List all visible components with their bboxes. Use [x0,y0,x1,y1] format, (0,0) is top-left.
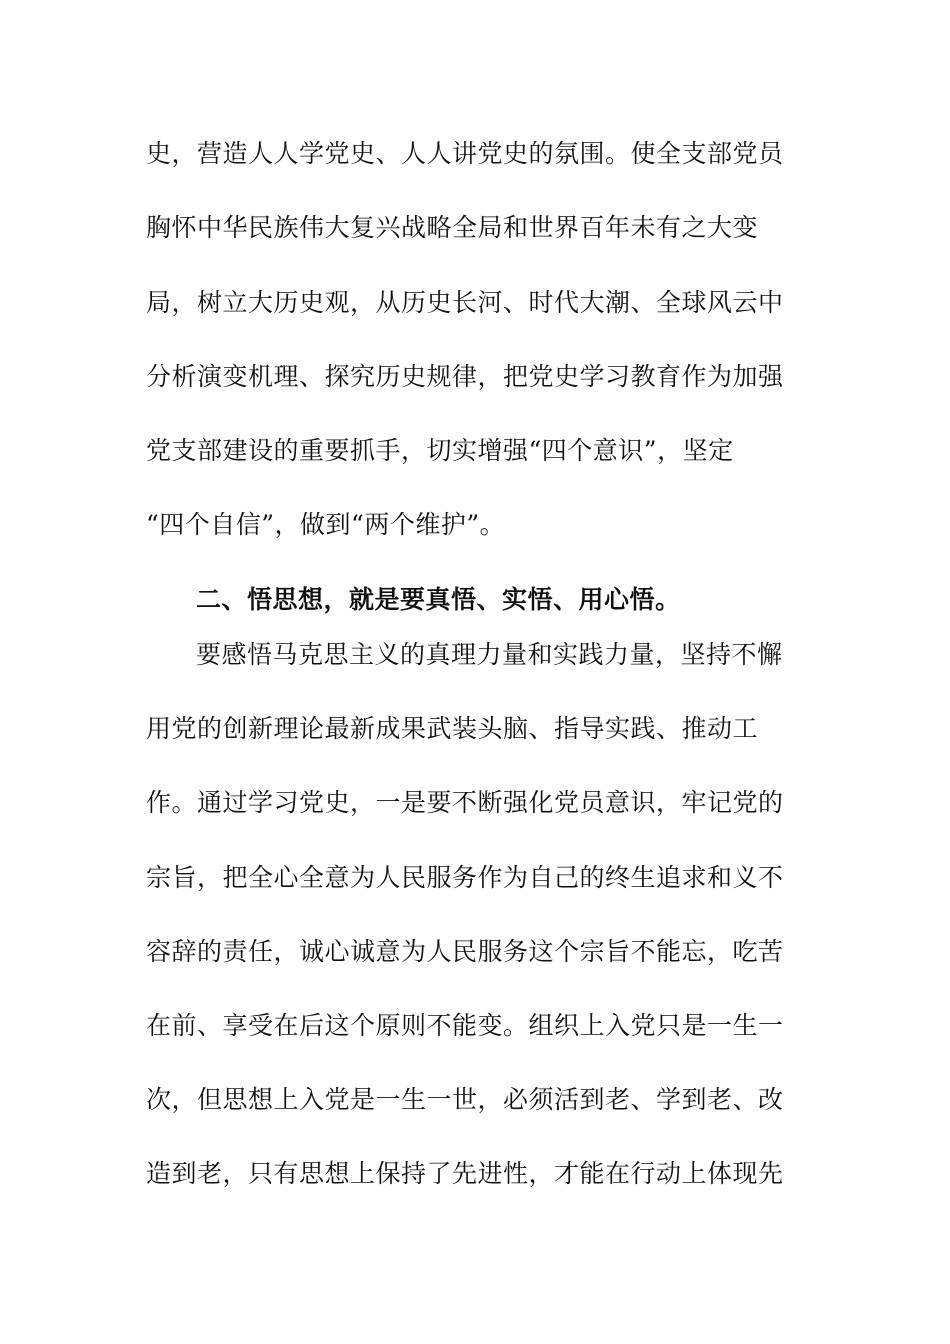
paragraph-line: 造到老，只有思想上保持了先进性，才能在行动上体现先 [146,1159,784,1188]
paragraph-line: 容辞的责任，诚心诚意为人民服务这个宗旨不能忘，吃苦 [146,937,784,966]
paragraph-line: “四个自信”，做到“两个维护”。 [146,510,506,539]
section-heading: 二、悟思想，就是要真悟、实悟、用心悟。 [196,585,681,614]
paragraph-line: 党支部建设的重要抓手，切实增强“四个意识”，坚定 [146,436,734,465]
paragraph-line: 胸怀中华民族伟大复兴战略全局和世界百年未有之大变 [146,213,759,242]
paragraph-line: 用党的创新理论最新成果武装头脑、指导实践、推动工 [146,714,759,743]
paragraph-line: 宗旨，把全心全意为人民服务作为自己的终生追求和义不 [146,863,784,892]
paragraph-line: 分析演变机理、探究历史规律，把党史学习教育作为加强 [146,362,784,391]
paragraph-line: 次，但思想上入党是一生一世，必须活到老、学到老、改 [146,1085,784,1114]
paragraph-line: 局，树立大历史观，从历史长河、时代大潮、全球风云中 [146,288,784,317]
paragraph-line: 要感悟马克思主义的真理力量和实践力量，坚持不懈 [196,640,783,669]
paragraph-line: 作。通过学习党史，一是要不断强化党员意识，牢记党的 [146,788,784,817]
paragraph-line: 在前、享受在后这个原则不能变。组织上入党只是一生一 [146,1011,784,1040]
paragraph-line: 史，营造人人学党史、人人讲党史的氛围。使全支部党员 [146,139,784,168]
